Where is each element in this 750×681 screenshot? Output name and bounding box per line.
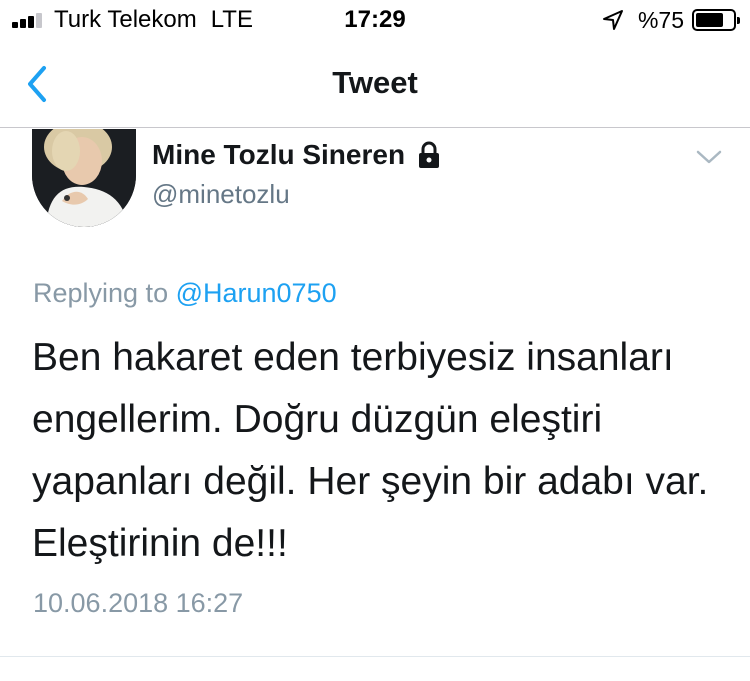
author-display-name[interactable]: [152, 139, 441, 171]
battery-percent: %75: [637, 6, 684, 33]
carrier-name: Turk Telekom: [54, 6, 197, 33]
reply-to-user-link[interactable]: @Harun0750: [175, 278, 337, 308]
location-arrow-icon: [602, 9, 624, 31]
tweet-timestamp: 10.06.2018 16:27: [33, 588, 244, 618]
network-type: LTE: [210, 6, 253, 33]
replying-to-line: [33, 278, 337, 309]
status-time: 17:29: [344, 6, 406, 33]
battery-tip: [737, 17, 740, 24]
lock-icon: [417, 141, 441, 169]
display-name-text: Mine Tozlu Sineren: [152, 139, 406, 170]
battery-level-fill: [696, 13, 723, 27]
tweet-text-line: yapanları değil. Her şeyin bir adabı var.: [32, 460, 709, 503]
battery-icon: [692, 9, 736, 31]
author-handle[interactable]: @minetozlu: [152, 179, 290, 209]
status-bar: [0, 0, 750, 40]
tweet-text-line: engellerim. Doğru düzgün eleştiri: [32, 398, 603, 441]
status-right-group: [602, 6, 736, 34]
navigation-bar: [0, 40, 750, 128]
page-title: Tweet: [332, 65, 418, 100]
tweet-text: [32, 327, 732, 575]
chevron-down-icon[interactable]: [696, 149, 722, 165]
tweet-detail: [0, 129, 750, 681]
tweet-text-line: Ben hakaret eden terbiyesiz insanları: [32, 336, 674, 379]
replying-to-label: Replying to: [33, 278, 176, 308]
avatar[interactable]: [32, 129, 136, 227]
tweet-stats-divider: [0, 656, 750, 681]
tweet-text-line: Eleştirinin de!!!: [32, 522, 288, 565]
avatar-photo: [32, 129, 136, 227]
